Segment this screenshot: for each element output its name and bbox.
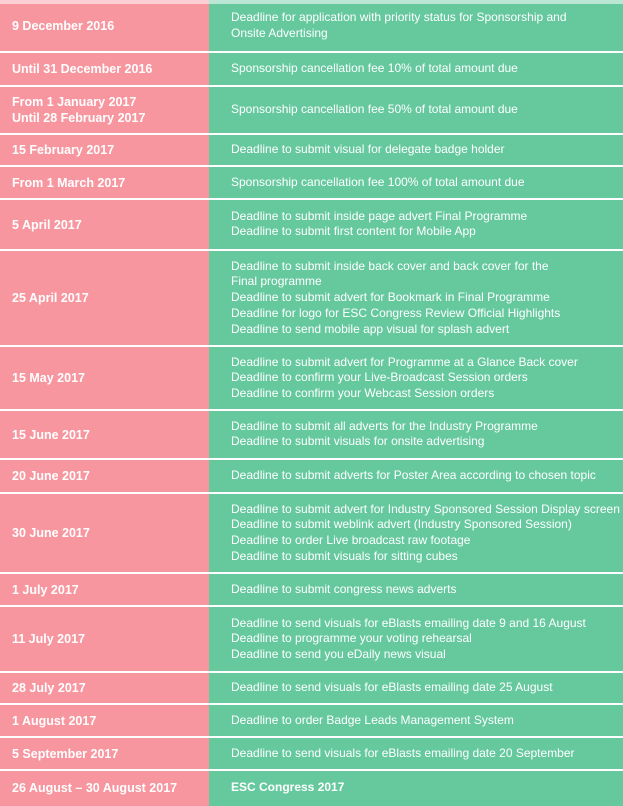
deadline-item: Deadline to submit inside back cover and back cover for the — [231, 258, 549, 273]
deadline-item: Deadline to confirm your Live-Broadcast Session orders — [231, 370, 528, 385]
row-divider — [0, 736, 623, 738]
deadline-item: Deadline to submit weblink advert (Industry Sponsored Session) — [231, 517, 572, 532]
deadline-items — [231, 209, 619, 241]
deadline-items — [231, 355, 619, 402]
deadline-date: 25 April 2017 — [12, 291, 89, 305]
deadline-items — [231, 746, 619, 762]
deadline-items — [231, 61, 619, 77]
deadline-date: 20 June 2017 — [12, 469, 90, 483]
deadline-items — [231, 10, 619, 42]
deadline-item: Sponsorship cancellation fee 100% of total amount due — [231, 174, 525, 189]
deadline-item: Deadline for logo for ESC Congress Review Official Highlights — [231, 305, 561, 320]
deadline-item: Deadline to submit first content for Mobile App — [231, 224, 476, 239]
deadline-item: Sponsorship cancellation fee 10% of total amount due — [231, 61, 518, 75]
deadline-items — [231, 419, 619, 451]
row-divider — [0, 133, 623, 135]
deadline-date: 30 June 2017 — [12, 526, 90, 540]
row-divider — [0, 769, 623, 771]
deadline-items — [231, 175, 619, 191]
row-divider — [0, 249, 623, 251]
deadline-item: Deadline to submit visuals for sitting cubes — [231, 548, 458, 563]
deadline-item: Deadline to send visuals for eBlasts emailing date 20 September — [231, 745, 575, 760]
row-divider — [0, 492, 623, 494]
row-divider — [0, 345, 623, 347]
deadline-item: Deadline to submit advert for Industry Sponsored Session Display screen — [231, 501, 620, 516]
row-divider — [0, 572, 623, 574]
deadline-date: Until 31 December 2016 — [12, 62, 153, 76]
deadline-date: 1 August 2017 — [12, 713, 97, 728]
deadline-date: 1 July 2017 — [12, 582, 79, 597]
deadline-date: 5 September 2017 — [12, 746, 119, 761]
row-divider — [0, 409, 623, 411]
deadline-date: 5 April 2017 — [12, 217, 82, 232]
deadline-items — [231, 142, 619, 158]
deadline-item: Final programme — [231, 274, 322, 289]
deadline-item: Deadline to submit visuals for onsite advertising — [231, 434, 485, 449]
deadline-item: Deadline to confirm your Webcast Session orders — [231, 386, 495, 401]
deadline-item: ESC Congress 2017 — [231, 780, 345, 794]
deadline-item: Deadline to send visuals for eBlasts emailing date 25 August — [231, 680, 553, 694]
deadline-items — [231, 680, 619, 696]
deadline-items — [231, 502, 619, 565]
deadline-items — [231, 102, 619, 118]
deadline-items — [231, 468, 619, 484]
deadline-item: Deadline to send visuals for eBlasts emailing date 9 and 16 August — [231, 615, 586, 630]
row-divider — [0, 165, 623, 167]
deadline-date: 28 July 2017 — [12, 681, 86, 695]
deadline-items — [231, 616, 619, 663]
deadline-item: Deadline to order Live broadcast raw footage — [231, 533, 471, 548]
deadline-date: 26 August – 30 August 2017 — [12, 781, 178, 795]
deadline-item: Deadline to submit advert for Programme at a Glance Back cover — [231, 354, 578, 369]
deadline-items — [231, 259, 619, 338]
deadline-item: Sponsorship cancellation fee 50% of total amount due — [231, 102, 518, 116]
row-divider — [0, 51, 623, 53]
deadline-items — [231, 780, 619, 796]
deadline-item: Deadline to submit advert for Bookmark in Final Programme — [231, 290, 550, 305]
deadline-item: Deadline to submit all adverts for the Industry Programme — [231, 418, 538, 433]
deadline-date: 15 May 2017 — [12, 371, 85, 385]
deadline-item: Deadline to submit congress news adverts — [231, 581, 457, 596]
deadline-date: 9 December 2016 — [12, 19, 115, 33]
row-divider — [0, 703, 623, 705]
deadline-date: 15 February 2017 — [12, 143, 115, 157]
deadline-item: Deadline to send you eDaily news visual — [231, 647, 446, 662]
deadline-date: From 1 March 2017 — [12, 175, 126, 190]
deadline-item: Deadline to programme your voting rehearsal — [231, 631, 472, 646]
row-divider — [0, 605, 623, 607]
deadline-date: 15 June 2017 — [12, 427, 90, 442]
row-divider — [0, 671, 623, 673]
deadline-items — [231, 713, 619, 729]
deadline-date: 11 July 2017 — [12, 632, 85, 646]
deadline-item: Deadline to submit visual for delegate badge holder — [231, 142, 505, 156]
row-divider — [0, 458, 623, 460]
top-edge — [0, 0, 623, 4]
deadline-item: Deadline for application with priority status for Sponsorship and — [231, 10, 567, 24]
row-divider — [0, 85, 623, 87]
deadline-item: Deadline to order Badge Leads Management System — [231, 712, 514, 727]
row-divider — [0, 198, 623, 200]
deadline-items — [231, 582, 619, 598]
deadline-item: Deadline to submit inside page advert Final Programme — [231, 208, 528, 223]
deadline-item: Deadline to submit adverts for Poster Area according to chosen topic — [231, 468, 596, 482]
deadline-item: Onsite Advertising — [231, 25, 328, 40]
deadline-date: From 1 January 2017 Until 28 February 2017 — [12, 95, 146, 125]
deadline-item: Deadline to send mobile app visual for splash advert — [231, 321, 510, 336]
